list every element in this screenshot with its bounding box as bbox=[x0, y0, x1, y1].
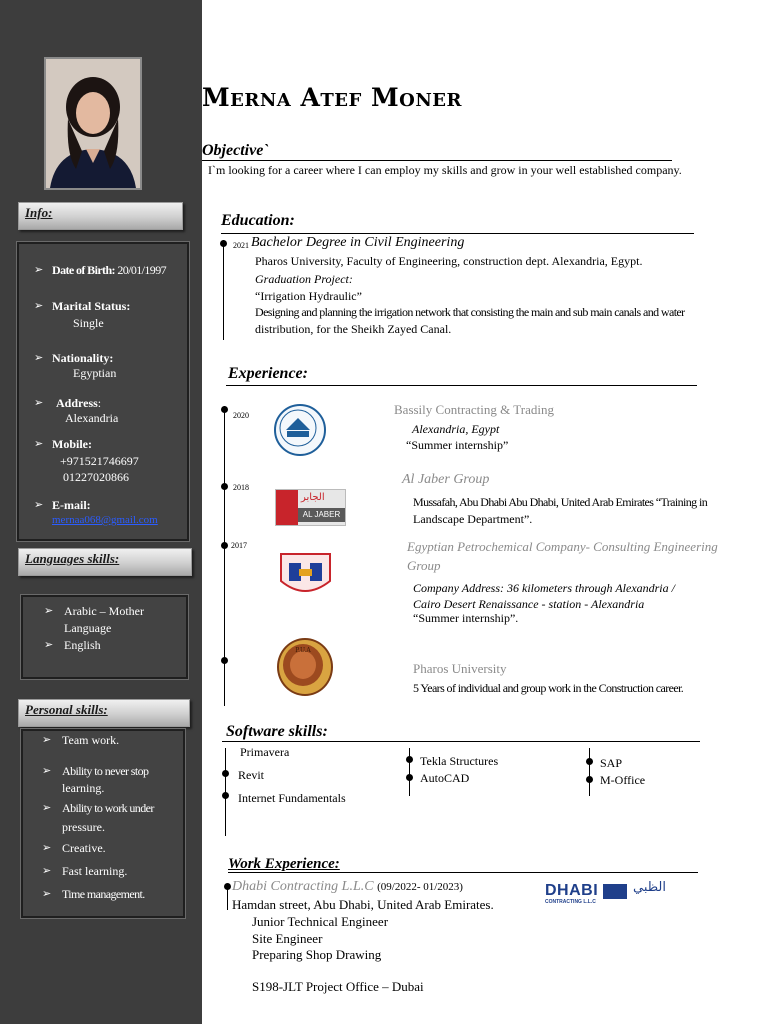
personal-item: ➢ Ability to work under bbox=[42, 801, 154, 815]
info-nationality: ➢ Nationality: Egyptian bbox=[34, 351, 117, 380]
language-item-arabic: ➢ Arabic – Mother bbox=[44, 604, 144, 618]
info-email: ➢ E-mail: mernaa068@gmail.com bbox=[34, 498, 158, 526]
info-box bbox=[17, 242, 189, 541]
work-timeline bbox=[227, 886, 228, 910]
software-item: Tekla Structures bbox=[420, 754, 499, 768]
software-title: Software skills: bbox=[226, 723, 328, 740]
pharos-university-logo bbox=[277, 638, 333, 696]
svg-text:P.U.A: P.U.A bbox=[295, 647, 311, 654]
software-timeline bbox=[589, 748, 590, 796]
work-dates: (09/2022- 01/2023) bbox=[377, 881, 463, 893]
timeline-dot bbox=[221, 406, 228, 413]
experience-detail: “Summer internship”. bbox=[413, 611, 519, 625]
timeline-dot bbox=[221, 483, 228, 490]
software-item: AutoCAD bbox=[420, 771, 470, 785]
timeline-dot bbox=[222, 770, 229, 777]
objective-title: Objective` bbox=[202, 142, 269, 159]
software-item: SAP bbox=[600, 756, 623, 770]
personal-item: ➢ Ability to never stop bbox=[42, 764, 149, 778]
work-company-line bbox=[232, 879, 463, 895]
experience-address: Company Address: 36 kilometers through Alexandria / bbox=[413, 581, 675, 595]
egyptian-petrochemical-logo bbox=[278, 551, 333, 599]
work-role: Preparing Shop Drawing bbox=[252, 947, 382, 962]
aljaber-logo: الجابر AL JABER bbox=[275, 489, 346, 526]
education-project-label: Graduation Project: bbox=[255, 272, 353, 286]
info-mobile: ➢ Mobile: +971521746697 01227020866 bbox=[34, 437, 139, 484]
languages-header: Languages skills: bbox=[18, 548, 192, 576]
candidate-name: Merna Atef Moner bbox=[202, 83, 462, 112]
experience-company: Bassily Contracting & Trading bbox=[394, 402, 554, 417]
personal-item: ➢ Fast learning. bbox=[42, 864, 128, 878]
education-project-name: “Irrigation Hydraulic” bbox=[255, 289, 362, 303]
bassily-logo bbox=[274, 404, 326, 456]
timeline-dot bbox=[586, 758, 593, 765]
email-link[interactable]: mernaa068@gmail.com bbox=[52, 514, 158, 526]
personal-item: ➢ Creative. bbox=[42, 841, 106, 855]
timeline-dot bbox=[586, 776, 593, 783]
work-role: Site Engineer bbox=[252, 931, 323, 946]
education-timeline bbox=[223, 240, 224, 340]
personal-item-cont: learning. bbox=[62, 781, 105, 795]
personal-header: Personal skills: bbox=[18, 699, 190, 727]
objective-text: I`m looking for a career where I can employ my skills and grow in your well established company. bbox=[208, 163, 682, 177]
timeline-dot bbox=[222, 792, 229, 799]
personal-item-cont: pressure. bbox=[62, 820, 105, 834]
experience-rule bbox=[226, 385, 697, 386]
software-rule bbox=[222, 741, 700, 742]
experience-detail: 5 Years of individual and group work in the Construction career. bbox=[413, 681, 684, 695]
experience-address-2: Cairo Desert Renaissance - station - Alexandria bbox=[413, 597, 645, 611]
education-school: Pharos University, Faculty of Engineering, construction dept. Alexandria, Egypt. bbox=[255, 254, 643, 268]
education-project-desc-2: distribution, for the Sheikh Zayed Canal. bbox=[255, 322, 452, 336]
experience-detail: “Summer internship” bbox=[406, 438, 509, 452]
info-marital: ➢ Marital Status: Single bbox=[34, 299, 131, 330]
education-degree: Bachelor Degree in Civil Engineering bbox=[251, 235, 465, 250]
personal-item: ➢ Team work. bbox=[42, 733, 120, 747]
experience-year: 2018 bbox=[233, 483, 249, 492]
experience-company-cont: Group bbox=[407, 558, 441, 573]
education-rule bbox=[221, 233, 694, 234]
education-project-desc: Designing and planning the irrigation network that consisting the main and sub main canals and water bbox=[255, 305, 685, 319]
work-rule bbox=[228, 872, 698, 873]
personal-item: ➢ Time management. bbox=[42, 887, 145, 901]
experience-year: 2017 bbox=[231, 541, 247, 550]
language-item-arabic-cont: Language bbox=[64, 621, 112, 635]
language-item-english: ➢ English bbox=[44, 638, 101, 652]
experience-location: Alexandria, Egypt bbox=[412, 422, 500, 436]
experience-company: Egyptian Petrochemical Company- Consulting Engineering bbox=[407, 539, 718, 554]
info-header: Info: bbox=[18, 202, 183, 230]
experience-company: Al Jaber Group bbox=[402, 472, 490, 487]
timeline-dot bbox=[406, 756, 413, 763]
experience-year: 2020 bbox=[233, 411, 249, 420]
experience-title: Experience: bbox=[228, 365, 308, 382]
work-address: Hamdan street, Abu Dhabi, United Arab Emirates. bbox=[232, 897, 494, 912]
work-office: S198-JLT Project Office – Dubai bbox=[252, 979, 424, 994]
software-item: Primavera bbox=[240, 745, 290, 759]
work-role: Junior Technical Engineer bbox=[252, 914, 389, 929]
info-address: ➢ Address: Alexandria bbox=[34, 396, 119, 425]
software-item: Internet Fundamentals bbox=[238, 791, 346, 805]
timeline-dot bbox=[221, 542, 228, 549]
dhabi-logo: DHABI الظبي CONTRACTING L.L.C bbox=[545, 880, 666, 905]
education-year: 2021 bbox=[233, 241, 249, 250]
software-item: Revit bbox=[238, 768, 264, 782]
timeline-dot bbox=[406, 774, 413, 781]
timeline-dot bbox=[220, 240, 227, 247]
software-item: M-Office bbox=[600, 773, 646, 787]
experience-detail: Mussafah, Abu Dhabi Abu Dhabi, United Arab Emirates “Training in bbox=[413, 495, 708, 509]
objective-rule bbox=[202, 160, 672, 161]
experience-detail-2: Landscape Department”. bbox=[413, 512, 533, 526]
work-title: Work Experience: bbox=[228, 856, 340, 872]
info-dob: ➢ Date of Birth: 20/01/1997 bbox=[34, 263, 166, 277]
timeline-dot bbox=[221, 657, 228, 664]
experience-company: Pharos University bbox=[413, 661, 507, 676]
profile-photo bbox=[44, 57, 142, 190]
education-title: Education: bbox=[221, 212, 295, 229]
work-company: Dhabi Contracting L.L.C bbox=[232, 879, 374, 894]
